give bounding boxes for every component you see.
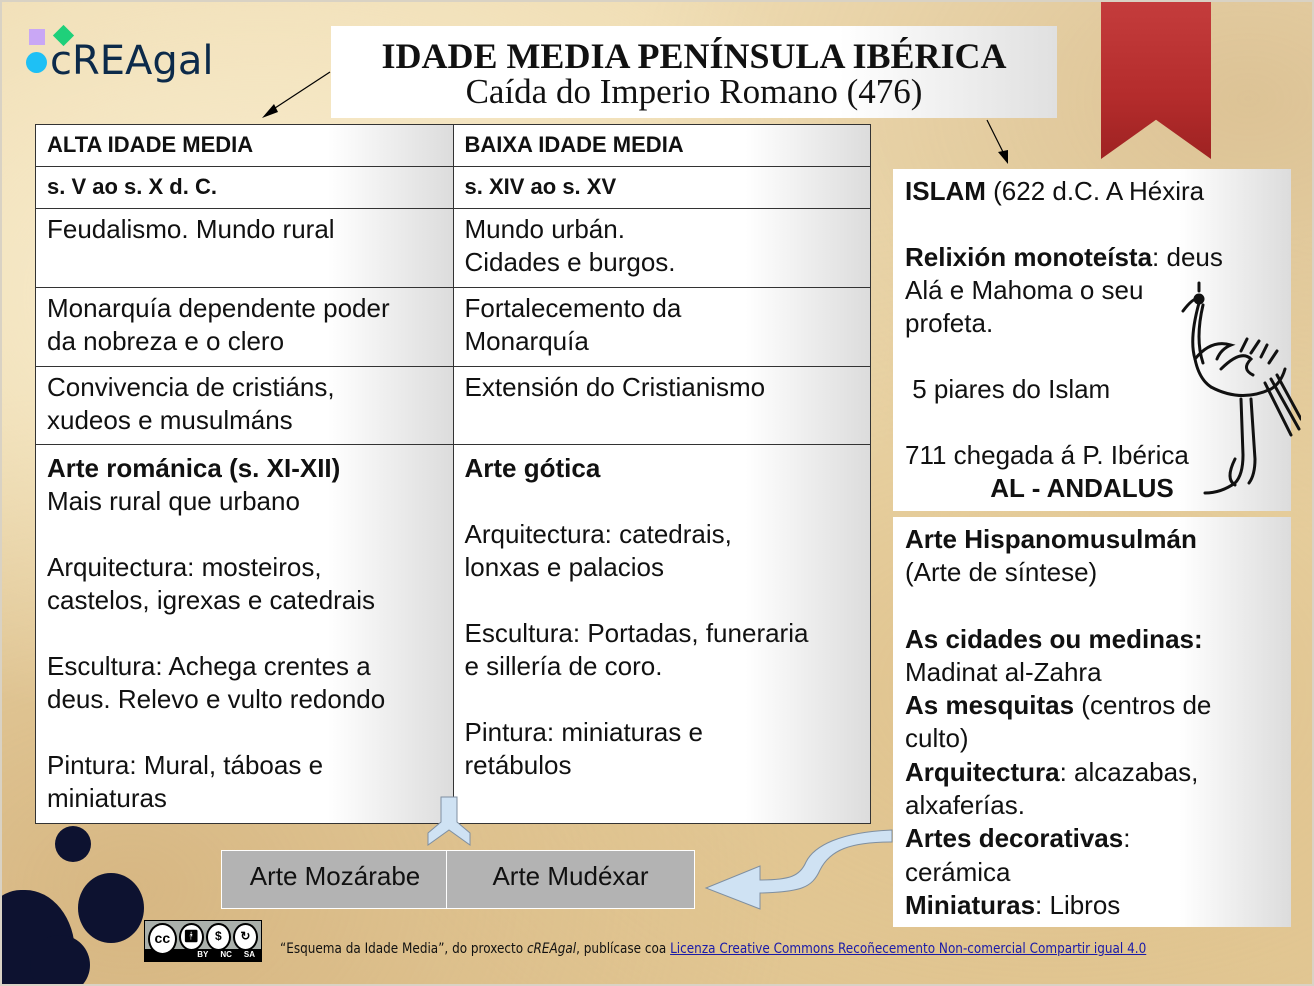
- table-cell: Feudalismo. Mundo rural: [36, 209, 454, 288]
- table-cell: Convivencia de cristiáns, xudeos e musulmáns: [36, 367, 454, 445]
- creative-commons-badge[interactable]: cc 🚹︎ $ ↻ BY NC SA: [144, 920, 262, 962]
- table-cell: Fortalecemento da Monarquía: [453, 288, 871, 367]
- nc-dollar-icon: $: [206, 923, 231, 951]
- ink-blot: [30, 935, 90, 986]
- license-link[interactable]: Licenza Creative Commons Recoñecemento Non-comercial Compartir igual 4.0: [670, 941, 1147, 957]
- title-box: [331, 26, 1057, 118]
- table-cell: Extensión do Cristianismo: [453, 367, 871, 445]
- period-baixa: s. XIV ao s. XV: [453, 167, 871, 209]
- table-row: [36, 288, 871, 367]
- cc-icon: cc: [148, 923, 177, 955]
- arrow-line: [987, 120, 1003, 152]
- column-header-alta: ALTA IDADE MEDIA: [36, 125, 454, 167]
- romanesque-art-cell: Arte románica (s. XI-XII) Mais rural que urbano Arquitectura: mosteiros, castelos, igrexas e catedrais Escultura: Achega crentes a deus. Relevo e vulto redondo Pintura: Mural, táboas e miniaturas: [36, 445, 454, 824]
- logo-square-icon: [29, 29, 45, 45]
- page-subtitle: Caída do Imperio Romano (476): [465, 72, 923, 111]
- logo-dot-icon: [26, 52, 47, 73]
- license-text: “Esquema da Idade Media”, do proxecto cREAgal, publícase coa Licenza Creative Commons Recoñecemento Non-comercial Compartir igual 4.0: [280, 941, 1147, 957]
- al-andalus-label: AL - ANDALUS: [990, 473, 1174, 503]
- middle-ages-table: [35, 124, 871, 824]
- hispano-muslim-art-box: Arte Hispanomusulmán (Arte de síntese) As cidades ou medinas: Madinat al-Zahra As mesquitas (centros de culto) Arquitectura: alcazabas, alxaferías. Artes decorativas: cerámica Miniaturas: Libros: [893, 517, 1291, 927]
- bookmark-ribbon-icon: [1101, 2, 1211, 159]
- ink-blot: [55, 826, 91, 862]
- derived-arts: [221, 850, 695, 909]
- mudexar-art-label: Arte Mudéxar: [447, 851, 694, 908]
- arrow-line: [272, 72, 330, 110]
- period-alta: s. V ao s. X d. C.: [36, 167, 454, 209]
- calligraphy-bird-icon: [1181, 279, 1301, 499]
- islam-box: ISLAM (622 d.C. A Héxira Relixión monoteísta: deus Alá e Mahoma o seu profeta. 5 piares do Islam 711 chegada á P. Ibérica AL - ANDALUS: [893, 169, 1291, 511]
- table-row-art: [36, 445, 871, 824]
- logo-text: cREAgal: [50, 38, 214, 84]
- table-cell: Mundo urbán. Cidades e burgos.: [453, 209, 871, 288]
- sa-share-icon: ↻: [233, 923, 258, 951]
- table-row: [36, 367, 871, 445]
- curved-arrow-icon: [706, 830, 892, 909]
- table-row: [36, 209, 871, 288]
- column-header-baixa: BAIXA IDADE MEDIA: [453, 125, 871, 167]
- arrow-head-icon: [262, 104, 278, 118]
- by-person-icon: 🚹︎: [179, 923, 204, 951]
- page-title: IDADE MEDIA PENÍNSULA IBÉRICA: [381, 36, 1007, 76]
- ink-blot: [78, 873, 144, 943]
- mozarabe-art-label: Arte Mozárabe: [222, 851, 447, 908]
- gothic-art-cell: Arte gótica Arquitectura: catedrais, lonxas e palacios Escultura: Portadas, funeraria e sillería de coro. Pintura: miniaturas e retábulos: [453, 445, 871, 824]
- table-cell: Monarquía dependente poder da nobreza e o clero: [36, 288, 454, 367]
- arrow-head-icon: [998, 150, 1008, 164]
- romanesque-heading: Arte románica (s. XI-XII): [47, 453, 341, 483]
- creagal-logo: [26, 26, 226, 86]
- gothic-heading: Arte gótica: [464, 453, 601, 483]
